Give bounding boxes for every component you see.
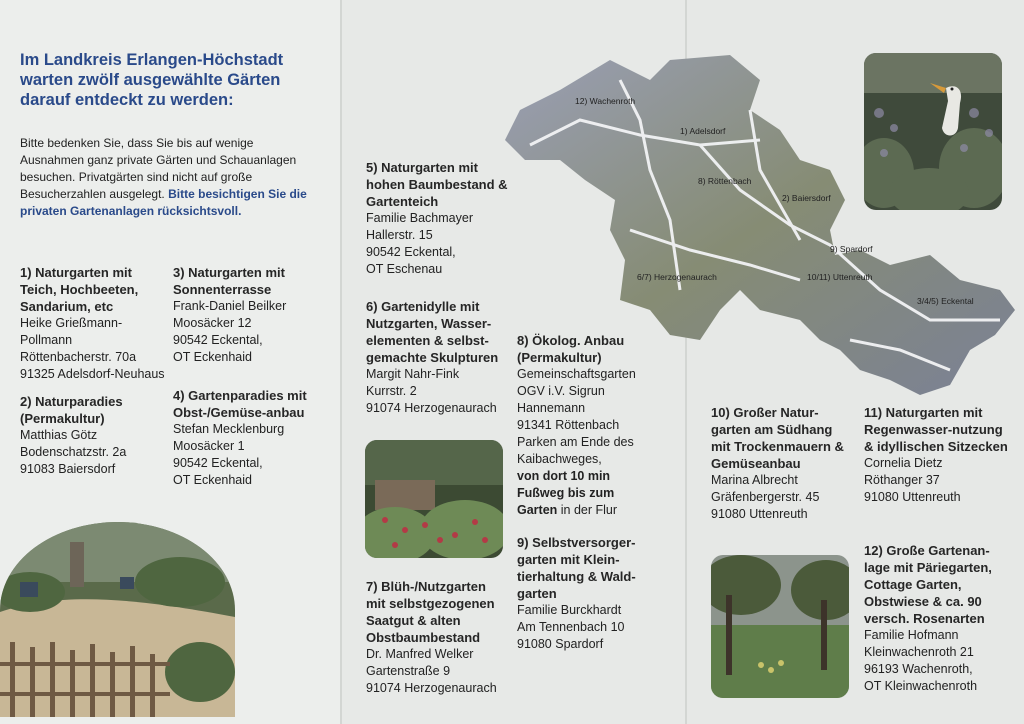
garden-district: OT Eckenhaid xyxy=(173,473,252,487)
garden-city: 91325 Adelsdorf-Neuhaus xyxy=(20,367,165,381)
garden-title: 2) Naturparadies (Permakultur) xyxy=(20,394,123,426)
garden-title: 12) Große Gartenan-lage mit Päriegarten, Cottage Garten, Obstwiese & ca. 90 versch. Rosenarten xyxy=(864,543,992,626)
garden-owner: Familie Burckhardt xyxy=(517,603,622,617)
garden-title: 4) Gartenparadies mit Obst-/Gemüse-anbau xyxy=(173,388,307,420)
map-label: 3/4/5) Eckental xyxy=(917,296,974,306)
map-label: 8) Röttenbach xyxy=(698,176,752,186)
garden-entry-10 xyxy=(711,404,851,523)
garden-street: Bodenschatzstr. 2a xyxy=(20,445,127,459)
intro-title: Im Landkreis Erlangen-Höchstadt warten zwölf ausgewählte Gärten darauf entdeckt zu werden: xyxy=(20,51,284,109)
garden-city: 96193 Wachenroth, xyxy=(864,662,973,676)
garden-street: 91341 Röttenbach xyxy=(517,418,620,432)
garden-entry-5 xyxy=(366,159,516,278)
garden-owner: Stefan Mecklenburg xyxy=(173,422,285,436)
garden-entry-2 xyxy=(20,393,165,478)
fence-garden-photo xyxy=(0,522,235,717)
garden-district: OT Kleinwachenroth xyxy=(864,679,978,693)
garden-street: Hallerstr. 15 xyxy=(366,228,433,242)
map-label: 1) Adelsdorf xyxy=(680,126,726,136)
intro-highlight: Bitte besichtigen Sie die privaten Gartenanlagen rücksichtsvoll. xyxy=(20,187,307,218)
garden-city: 90542 Eckental, xyxy=(173,333,263,347)
garden-title: 8) Ökolog. Anbau (Permakultur) xyxy=(517,333,625,365)
garden-street: Kleinwachenroth 21 xyxy=(864,645,974,659)
garden-street: Am Tennenbach 10 xyxy=(517,620,625,634)
garden-title: 7) Blüh-/Nutzgarten mit selbstgezogenen Saatgut & alten Obstbaumbestand xyxy=(366,579,495,645)
garden-entry-4 xyxy=(173,387,308,489)
garden-city: 90542 Eckental, xyxy=(173,456,263,470)
garden-owner: Dr. Manfred Welker xyxy=(366,647,474,661)
garden-street: Moosäcker 12 xyxy=(173,316,252,330)
garden-note xyxy=(517,468,642,519)
garden-owner: Margit Nahr-Fink xyxy=(366,367,460,381)
garden-title: 6) Gartenidylle mit Nutzgarten, Wasser-elementen & selbst-gemachte Skulpturen xyxy=(366,299,499,365)
intro-text xyxy=(20,135,320,220)
garden-district: OT Eckenhaid xyxy=(173,350,252,364)
garden-city: 90542 Eckental, xyxy=(366,245,456,259)
garden-entry-12 xyxy=(864,542,1014,695)
garden-street: Gräfenbergerstr. 45 xyxy=(711,490,820,504)
garden-entry-9 xyxy=(517,534,657,653)
garden-city: 91074 Herzogenaurach xyxy=(366,681,497,695)
garden-city: 91080 Spardorf xyxy=(517,637,604,651)
garden-city: 91080 Uttenreuth xyxy=(864,490,961,504)
garden-street: Kurrstr. 2 xyxy=(366,384,417,398)
garden-city: Parken am Ende des Kaibachweges, xyxy=(517,435,634,466)
garden-photo-7 xyxy=(365,440,503,558)
garden-entry-7 xyxy=(366,578,506,697)
map-label: 12) Wachenroth xyxy=(575,96,636,106)
garden-owner: Familie Bachmayer xyxy=(366,211,473,225)
garden-district: OT Eschenau xyxy=(366,262,443,276)
garden-owner: Cornelia Dietz xyxy=(864,456,943,470)
garden-city: 91080 Uttenreuth xyxy=(711,507,808,521)
map-label: 2) Baiersdorf xyxy=(782,193,831,203)
garden-title: 9) Selbstversorger-garten mit Klein-tierhaltung & Wald-garten xyxy=(517,535,636,601)
garden-note-tail: in der Flur xyxy=(557,503,618,517)
goose-photo xyxy=(864,53,1002,210)
garden-owner: Matthias Götz xyxy=(20,428,98,442)
garden-entry-1 xyxy=(20,264,170,383)
fold-line xyxy=(340,0,342,724)
garden-street: Röthanger 37 xyxy=(864,473,940,487)
intro-body: Bitte bedenken Sie, dass Sie bis auf wenige Ausnahmen ganz private Gärten und Schauanlagen besuchen. Privatgärten sind nicht auf große Besucherzahlen ausgelegt. xyxy=(20,136,297,201)
garden-title: 3) Naturgarten mit Sonnenterrasse xyxy=(173,265,285,297)
garden-owner: Gemeinschaftsgarten OGV i.V. Sigrun Hannemann xyxy=(517,367,636,415)
garden-owner: Frank-Daniel Beilker xyxy=(173,299,287,313)
garden-owner: Familie Hofmann xyxy=(864,628,959,642)
garden-street: Gartenstraße 9 xyxy=(366,664,451,678)
garden-title: 10) Großer Natur-garten am Südhang mit Trockenmauern & Gemüseanbau xyxy=(711,405,844,471)
garden-owner: Marina Albrecht xyxy=(711,473,798,487)
garden-street: Röttenbacherstr. 70a xyxy=(20,350,137,364)
garden-entry-11 xyxy=(864,404,1014,506)
map-label: 10/11) Uttenreuth xyxy=(807,272,873,282)
garden-note-bold: von dort 10 min Fußweg bis zum Garten xyxy=(517,469,615,517)
map-label: 9) Spardorf xyxy=(830,244,873,254)
garden-title: 5) Naturgarten mit hohen Baumbestand & Gartenteich xyxy=(366,160,508,209)
garden-entry-3 xyxy=(173,264,313,366)
garden-title: 11) Naturgarten mit Regenwasser-nutzung & idyllischen Sitzecken xyxy=(864,405,1008,454)
garden-entry-6 xyxy=(366,298,508,417)
garden-city: 91083 Baiersdorf xyxy=(20,462,116,476)
garden-owner: Heike Grießmann-Pollmann xyxy=(20,316,123,347)
map-label: 6/7) Herzogenaurach xyxy=(637,272,717,282)
garden-street: Moosäcker 1 xyxy=(173,439,245,453)
garden-city: 91074 Herzogenaurach xyxy=(366,401,497,415)
garden-photo-10 xyxy=(711,555,849,698)
garden-title: 1) Naturgarten mit Teich, Hochbeeten, Sandarium, etc xyxy=(20,265,139,314)
